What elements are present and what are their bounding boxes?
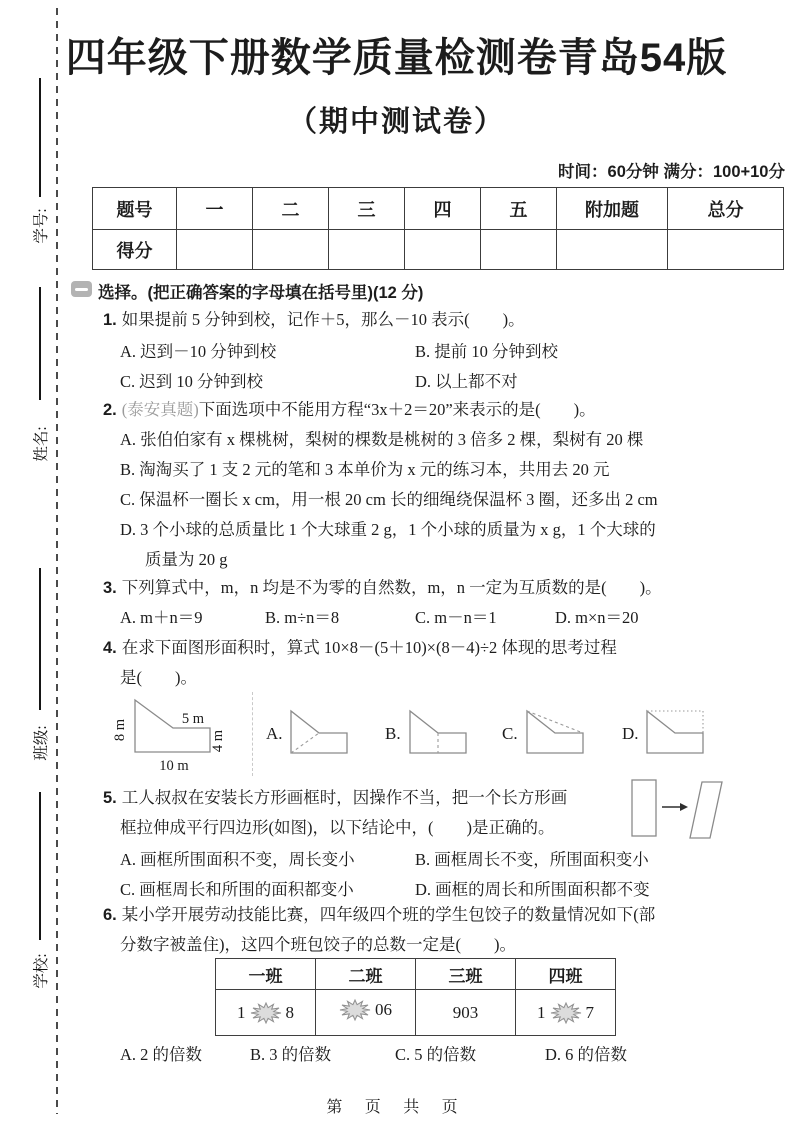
class-header-cell: 二班 — [316, 959, 416, 990]
q4-option-d-figure — [644, 708, 706, 756]
score-empty-cell — [329, 230, 405, 270]
score-header-cell: 五 — [481, 188, 557, 230]
score-empty-cell — [253, 230, 329, 270]
class-header-cell: 一班 — [216, 959, 316, 990]
question-2 — [95, 399, 787, 579]
class-header-cell: 四班 — [516, 959, 616, 990]
parallelogram-frame — [690, 782, 722, 838]
option-d: D. 以上都不对 — [415, 372, 518, 391]
option-b: B. 3 的倍数 — [250, 1045, 332, 1064]
starburst-icon — [339, 998, 371, 1022]
option-c: C. 5 的倍数 — [395, 1045, 477, 1064]
digit: 1 — [537, 1002, 546, 1022]
digit: 1 — [237, 1002, 246, 1022]
question-stem: 下列算式中，m，n 均是不为零的自然数，m，n 一定为互质数的是( )。 — [121, 578, 662, 597]
section-title: 选择。(把正确答案的字母填在括号里)(12 分) — [98, 284, 424, 302]
option-c: C. m－n＝1 — [415, 608, 497, 627]
option-c: C. 迟到 10 分钟到校 — [120, 372, 264, 391]
question-stem: 工人叔叔在安装长方形画框时，因操作不当，把一个长方形画 — [121, 788, 568, 807]
name-blank-line — [39, 287, 41, 400]
question-stem: 下面选项中不能用方程“3x＋2＝20”来表示的是( )。 — [198, 400, 596, 419]
question-stem: 在求下面图形面积时，算式 10×8－(5＋10)×(8－4)÷2 体现的思考过程 — [121, 638, 617, 657]
option-c: C. 保温杯一圈长 x cm，用一根 20 cm 长的细绳绕保温杯 3 圈，还多出 2 cm — [120, 490, 658, 509]
question-number: 1. — [103, 311, 117, 329]
digit: 7 — [585, 1002, 594, 1022]
starburst-icon — [250, 1001, 282, 1025]
question-1 — [95, 309, 787, 401]
page-footer: 第 页 共 页 — [326, 1099, 467, 1116]
score-header-cell: 一 — [177, 188, 253, 230]
question-4 — [95, 637, 787, 697]
score-empty-cell — [481, 230, 557, 270]
score-empty-cell — [557, 230, 668, 270]
rectangle-frame — [632, 780, 656, 836]
class-blank-line — [39, 568, 41, 710]
dumpling-table-header-row — [216, 959, 616, 990]
student-id-blank-line — [39, 78, 41, 197]
option-b: B. 提前 10 分钟到校 — [415, 342, 559, 361]
q4-label-left: 8 m — [112, 718, 128, 742]
class1-count-cell — [216, 990, 316, 1036]
q4-option-a-label: A. — [266, 724, 283, 743]
score-header-cell: 三 — [329, 188, 405, 230]
question-number: 6. — [103, 906, 117, 924]
option-d: D. 6 的倍数 — [545, 1045, 628, 1064]
score-table — [92, 187, 784, 270]
question-stem: 如果提前 5 分钟到校，记作＋5，那么－10 表示( )。 — [121, 310, 525, 329]
q4-main-figure — [108, 692, 243, 776]
question-stem: 某小学开展劳动技能比赛，四年级四个班的学生包饺子的数量情况如下(部 — [121, 905, 656, 924]
class-header-cell: 三班 — [416, 959, 516, 990]
question-6-options — [95, 1044, 787, 1074]
question-3 — [95, 577, 787, 637]
page-title: 四年级下册数学质量检测卷青岛54版 — [65, 36, 728, 80]
q4-label-top: 5 m — [181, 711, 205, 727]
class2-count-cell — [316, 990, 416, 1036]
score-header-cell: 总分 — [668, 188, 784, 230]
question-number: 2. — [103, 401, 117, 419]
option-d-wrap: 质量为 20 g — [145, 550, 228, 569]
digit: 903 — [452, 1002, 479, 1022]
source-tag: (泰安真题) — [121, 400, 199, 419]
time-score-meta: 时间：60分钟 满分：100+10分 — [558, 163, 785, 181]
question-number: 3. — [103, 579, 117, 597]
question-stem-wrap: 框拉伸成平行四边形(如图)，以下结论中，( )是正确的。 — [120, 818, 555, 837]
school-label: 学校: — [33, 953, 50, 989]
option-a: A. 2 的倍数 — [120, 1045, 203, 1064]
school-blank-line — [39, 792, 41, 940]
page-subtitle: （期中测试卷） — [287, 106, 505, 138]
figure-divider-line — [252, 692, 253, 776]
score-header-cell: 题号 — [93, 188, 177, 230]
question-6 — [95, 904, 787, 964]
digit: 06 — [375, 1000, 392, 1019]
question-number: 4. — [103, 639, 117, 657]
score-empty-cell — [177, 230, 253, 270]
q4-option-c-figure — [524, 708, 586, 756]
score-empty-cell — [668, 230, 784, 270]
q4-option-a-figure — [288, 708, 350, 756]
score-row-label: 得分 — [93, 230, 177, 270]
option-c: C. 画框周长和所围的面积都变小 — [120, 880, 354, 899]
starburst-icon — [550, 1001, 582, 1025]
q4-option-b-label: B. — [385, 724, 401, 743]
q4-label-right: 4 m — [210, 729, 226, 753]
option-d: D. m×n＝20 — [555, 608, 639, 627]
q5-frame-figure — [628, 776, 723, 844]
option-b: B. 淘淘买了 1 支 2 元的笔和 3 本单价为 x 元的练习本，共用去 20 元 — [120, 460, 610, 479]
score-header-cell: 二 — [253, 188, 329, 230]
option-b: B. m÷n＝8 — [265, 608, 340, 627]
score-header-cell: 四 — [405, 188, 481, 230]
option-a: A. 画框所围面积不变，周长变小 — [120, 850, 355, 869]
score-header-cell: 附加题 — [557, 188, 668, 230]
option-d: D. 3 个小球的总质量比 1 个大球重 2 g，1 个小球的质量为 x g，1 个大球的 — [120, 520, 656, 539]
question-stem-wrap: 是( )。 — [120, 668, 197, 687]
option-b: B. 画框周长不变，所围面积变小 — [415, 850, 649, 869]
class-label: 班级: — [33, 725, 50, 761]
dumpling-count-table — [215, 958, 616, 1036]
dumpling-table-value-row — [216, 990, 616, 1036]
name-label: 姓名: — [33, 426, 50, 462]
dashed-cut-line — [56, 8, 58, 1114]
q4-label-bottom: 10 m — [159, 758, 189, 774]
option-d: D. 画框的周长和所围面积都不变 — [415, 880, 650, 899]
student-id-label: 学号: — [33, 208, 50, 244]
one-badge-icon — [71, 281, 92, 297]
question-number: 5. — [103, 789, 117, 807]
score-table-score-row — [93, 230, 784, 270]
option-a: A. 张伯伯家有 x 棵桃树，梨树的棵数是桃树的 3 倍多 2 棵，梨树有 20 棵 — [120, 430, 644, 449]
score-empty-cell — [405, 230, 481, 270]
option-a: A. 迟到－10 分钟到校 — [120, 342, 277, 361]
class4-count-cell — [516, 990, 616, 1036]
arrow-right-icon — [662, 803, 688, 811]
digit: 8 — [285, 1002, 294, 1022]
q4-option-b-figure — [407, 708, 469, 756]
question-stem-wrap: 分数字被盖住)，这四个班包饺子的总数一定是( )。 — [120, 935, 516, 954]
option-a: A. m＋n＝9 — [120, 608, 203, 627]
class3-count-cell — [416, 990, 516, 1036]
q4-option-d-label: D. — [622, 724, 639, 743]
q4-option-c-label: C. — [502, 724, 518, 743]
score-table-header-row — [93, 188, 784, 230]
